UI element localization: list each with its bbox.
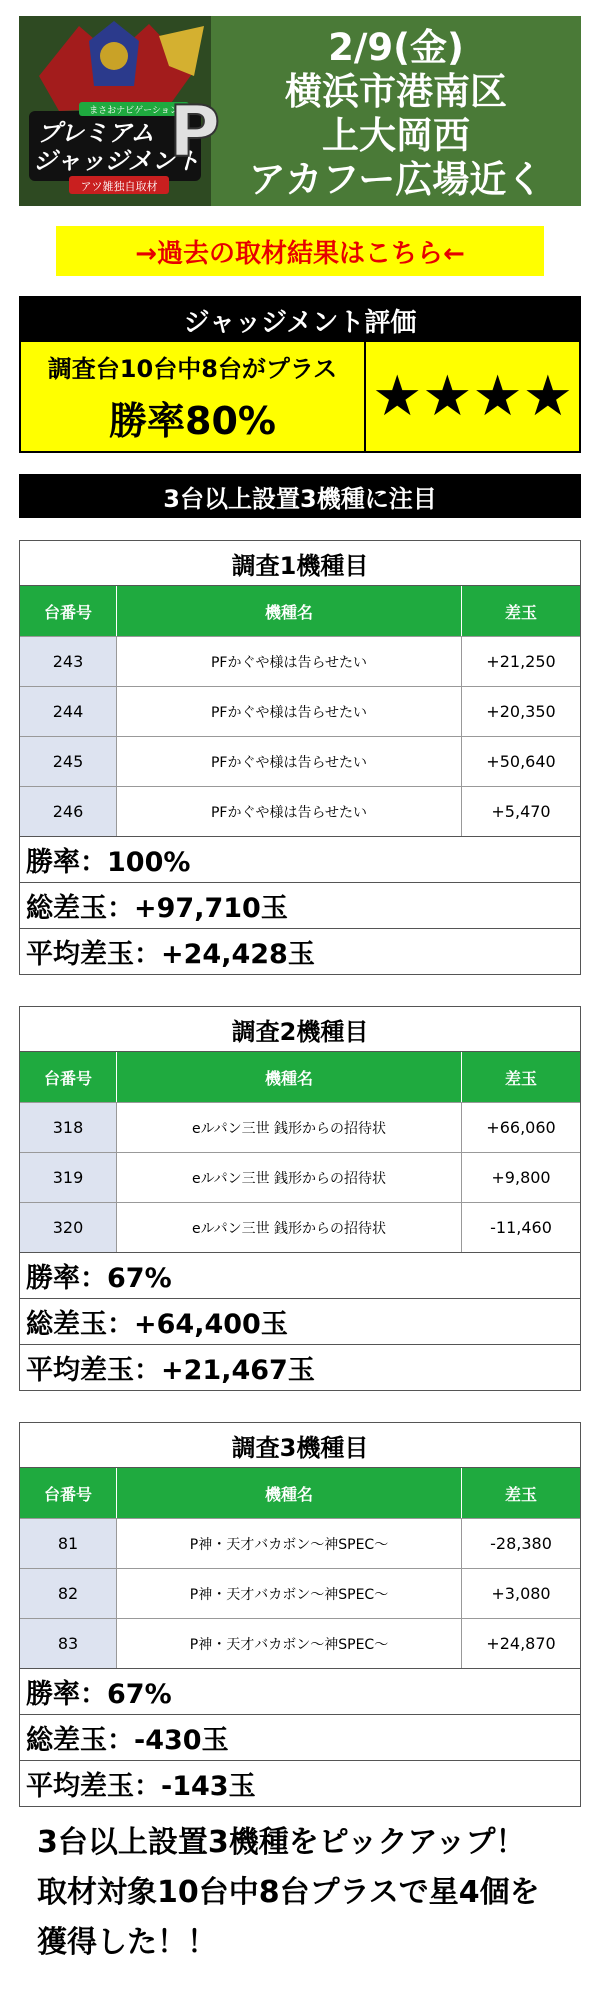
- logo-sub-text: アツ雑独自取材: [80, 180, 158, 193]
- table-row: [20, 1568, 580, 1618]
- machine-number: 319: [20, 1153, 117, 1202]
- ball-difference: +3,080: [491, 1584, 551, 1603]
- column-header-diff: 差玉: [504, 1068, 537, 1088]
- average-difference: 平均差玉：+24,428玉: [20, 928, 580, 974]
- table-row: [20, 736, 580, 786]
- survey-table-2: [19, 1006, 581, 1391]
- machine-number: 318: [20, 1103, 117, 1152]
- machine-number: 320: [20, 1203, 117, 1252]
- footer-line2: 取材対象10台中8台プラスで星4個を: [37, 1875, 540, 1910]
- svg-text:プレミアム: プレミアム: [37, 119, 155, 147]
- table-header: [20, 586, 580, 636]
- machine-name: PFかぐや様は告らせたい: [117, 737, 462, 786]
- win-rate: 勝率：100%: [20, 836, 580, 882]
- location-line2: 上大岡西: [322, 114, 470, 157]
- focus-title: 3台以上設置3機種に注目: [19, 474, 581, 518]
- machine-name: P神・天才バカボン～神SPEC～: [117, 1619, 462, 1668]
- machine-name: eルパン三世 銭形からの招待状: [117, 1203, 462, 1252]
- table-row: [20, 1102, 580, 1152]
- column-header-machine: 機種名: [117, 586, 462, 636]
- machine-number: 243: [20, 637, 117, 686]
- win-rate: 勝率：67%: [20, 1668, 580, 1714]
- machine-name: PFかぐや様は告らせたい: [117, 637, 462, 686]
- location-line3: アカフー広場近く: [248, 158, 544, 201]
- ball-difference: +24,870: [486, 1634, 556, 1653]
- summary-footer: [37, 1818, 577, 1968]
- survey-title: 調査2機種目: [20, 1007, 580, 1052]
- survey-title: 調査1機種目: [20, 541, 580, 586]
- evaluation-title: ジャッジメント評価: [21, 298, 579, 342]
- machine-number: 244: [20, 687, 117, 736]
- star-rating: ★★★★: [372, 363, 573, 429]
- survey-title: 調査3機種目: [20, 1423, 580, 1468]
- table-row: [20, 1152, 580, 1202]
- header-banner: [19, 16, 581, 206]
- table-row: [20, 786, 580, 836]
- ball-difference: -11,460: [490, 1218, 552, 1237]
- location-line1: 横浜市港南区: [285, 70, 507, 113]
- machine-number: 81: [20, 1519, 117, 1568]
- table-row: [20, 1618, 580, 1668]
- win-rate: 勝率：67%: [20, 1252, 580, 1298]
- machine-name: PFかぐや様は告らせたい: [117, 687, 462, 736]
- ball-difference: -28,380: [490, 1534, 552, 1553]
- total-difference: 総差玉：+64,400玉: [20, 1298, 580, 1344]
- table-row: [20, 1202, 580, 1252]
- machine-name: PFかぐや様は告らせたい: [117, 787, 462, 836]
- premium-judgment-logo: [19, 16, 221, 206]
- past-results-link[interactable]: →過去の取材結果はこちら←: [56, 226, 544, 276]
- total-difference: 総差玉：-430玉: [20, 1714, 580, 1760]
- column-header-machine: 機種名: [117, 1468, 462, 1518]
- machine-name: eルパン三世 銭形からの招待状: [117, 1153, 462, 1202]
- ball-difference: +20,350: [486, 702, 556, 721]
- machine-name: P神・天才バカボン～神SPEC～: [117, 1569, 462, 1618]
- footer-line1: 3台以上設置3機種をピックアップ！: [37, 1825, 526, 1860]
- column-header-number: 台番号: [20, 586, 117, 636]
- survey-table-3: [19, 1422, 581, 1807]
- column-header-machine: 機種名: [117, 1052, 462, 1102]
- column-header-diff: 差玉: [504, 1484, 537, 1504]
- machine-number: 82: [20, 1569, 117, 1618]
- header-info: [211, 16, 581, 206]
- ball-difference: +9,800: [491, 1168, 551, 1187]
- evaluation-win-rate: 勝率80%: [109, 398, 276, 443]
- machine-name: eルパン三世 銭形からの招待状: [117, 1103, 462, 1152]
- machine-number: 83: [20, 1619, 117, 1668]
- evaluation-box: [19, 296, 581, 453]
- ball-difference: +50,640: [486, 752, 556, 771]
- table-row: [20, 686, 580, 736]
- table-row: [20, 636, 580, 686]
- total-difference: 総差玉：+97,710玉: [20, 882, 580, 928]
- survey-table-1: [19, 540, 581, 975]
- footer-line3: 獲得した！！: [37, 1925, 217, 1960]
- average-difference: 平均差玉：+21,467玉: [20, 1344, 580, 1390]
- machine-number: 245: [20, 737, 117, 786]
- date-text: 2/9(金): [328, 26, 464, 69]
- table-header: [20, 1468, 580, 1518]
- ball-difference: +66,060: [486, 1118, 556, 1137]
- column-header-number: 台番号: [20, 1468, 117, 1518]
- svg-text:P: P: [169, 91, 221, 173]
- table-row: [20, 1518, 580, 1568]
- ball-difference: +5,470: [491, 802, 551, 821]
- ball-difference: +21,250: [486, 652, 556, 671]
- logo-tagline-text: まさおナビゲーション: [89, 106, 179, 116]
- machine-number: 246: [20, 787, 117, 836]
- column-header-number: 台番号: [20, 1052, 117, 1102]
- svg-text:ジャッジメント: ジャッジメント: [33, 147, 200, 175]
- evaluation-summary: 調査台10台中8台がプラス: [47, 354, 338, 383]
- machine-name: P神・天才バカボン～神SPEC～: [117, 1519, 462, 1568]
- table-header: [20, 1052, 580, 1102]
- column-header-diff: 差玉: [504, 602, 537, 622]
- average-difference: 平均差玉：-143玉: [20, 1760, 580, 1806]
